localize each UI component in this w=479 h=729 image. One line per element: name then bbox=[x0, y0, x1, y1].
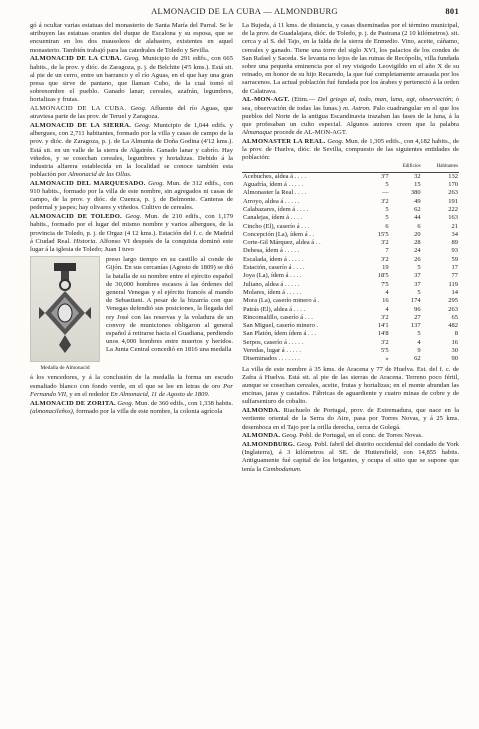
entry-headword: ALMONASTER LA REAL. bbox=[242, 137, 326, 145]
entry-al-mon-agt: AL-MON-AGT. (Etim.— Del griego al, todo, man, luna, agt, observación; ó sea, observación de todas las lunas.) m. Astron. Palo cuadrangular en el que los pueblos del Norte de la antigua Escandinavia trazaban las fases de la luna, á la que profesaban un culto especial. Algunos autores creen que la palabra Almanaque procede de AL-MON-AGT. bbox=[242, 96, 459, 137]
table-cell-place: Escalada, ídem á . . . . . bbox=[243, 255, 304, 263]
table-cell-value: 4 bbox=[385, 288, 389, 296]
entry-headword: ALMONACID DE LA CUBA. bbox=[30, 105, 127, 113]
table-cell-value: 119 bbox=[448, 280, 458, 288]
table-cell-value: 3'2 bbox=[380, 197, 389, 205]
table-cell-place: Mora (La), caserío minero á . bbox=[243, 297, 320, 305]
table-cell-value: 5 bbox=[385, 181, 389, 189]
paragraph: La villa de este nombre á 35 kms. de Aracena y 77 de Huelva. Est. del f. c. de Zafra á Huelva. Está sit. al pie de las sierras de Aracena. Terreno poco fértil, aunque se cosechan cereales, aceite, frutas y hortalizas; en el monte abundan las encinas, jaras y castaños. Fábricas de aguardiente y cuatro minas de cobre y de sulfarseniuro de cobalto. bbox=[242, 365, 459, 406]
table-cell-place: Aguafría, ídem á . . . . . bbox=[243, 181, 304, 189]
entry-headword: ALMONACID DE LA SIERRA. bbox=[30, 121, 132, 129]
table-row bbox=[242, 264, 459, 272]
table-cell-value: 3'7 bbox=[380, 172, 389, 180]
table-cell-value: 18'5 bbox=[377, 272, 389, 280]
table-cell-value: 37 bbox=[414, 280, 421, 288]
table-row bbox=[242, 297, 459, 305]
table-cell-value: 4 bbox=[385, 305, 389, 313]
table-cell-value: 62 bbox=[414, 355, 421, 363]
medal-caption: Medalla de Almonacid bbox=[40, 365, 90, 372]
paragraph: La Bujeda, á 11 kms. de distancia, y casas diseminadas por el término municipal, de la prov. de Guadalajara, dióc. de Toledo, p. j. de Pastrana (2 10 kilómetros). sit. cerca y al S. del Tajo, en la falda de la sierra de Enmedio. Vino, aceite, cáñamo, cereales y ganado. Tiene una torre del siglo XVI, los palacios de los condes de San Rafael y Saceda. Se levanta no lejos de las ruinas de Recópolis, villa fundada sobre una pequeña eminencia por el rey visigodo Leovigildo en el año X de su reinado, en honor de su hijo Recaredo, la que fué completamente arrasada por los sarracenos. La actual población fué fundada por los árabes y perteneció á la orden de Calatrava. bbox=[242, 22, 459, 95]
table-cell-value: 3'2 bbox=[380, 338, 389, 346]
table-cell-value: 89 bbox=[451, 239, 458, 247]
entry-almonacid-de-toledo: ALMONACID DE TOLEDO. Geog. Mun. de 210 edifs., con 1,179 habits., formado por el lugar del mismo nombre y varios albergues, de la provincia de Toledo, p. j. de Orgaz (4 12 kms.). Estación del f. c. de Madrid á Ciudad Real. Historia. Alfonso VI después de la conquista dominó este lugar á la iglesia de Toledo; Juan I tuvo bbox=[30, 213, 233, 253]
table-header bbox=[369, 163, 390, 172]
table-cell-value: 3'2 bbox=[380, 313, 389, 321]
table-cell-value: 16 bbox=[451, 338, 458, 346]
table-cell-value: 96 bbox=[414, 305, 421, 313]
table-cell-value: 5 bbox=[385, 205, 389, 213]
table-cell-value: 14 bbox=[451, 288, 458, 296]
table-cell-place: Concepción (La), ídem á . . bbox=[243, 230, 315, 238]
table-cell-value: 8 bbox=[454, 330, 458, 338]
table-cell-value: 59 bbox=[451, 255, 458, 263]
table-cell-value: 5 bbox=[385, 214, 389, 222]
table-cell-place: Calabazares, ídem á . . . . bbox=[243, 205, 309, 213]
table-cell-value: 9 bbox=[417, 346, 421, 354]
table-row bbox=[242, 289, 459, 297]
table-cell-value: 5 bbox=[417, 264, 421, 272]
table-cell-value: 7'5 bbox=[380, 280, 389, 288]
table-row bbox=[242, 339, 459, 347]
table-cell-value: 14'1 bbox=[377, 322, 389, 330]
entry-almonaster-la-real: ALMONASTER LA REAL. Geog. Mun. de 1,305 edifs., con 4,182 habits., de la prov. de Huelva, dióc. de Sevilla, compuesto de las siguientes entidades de población: bbox=[242, 137, 460, 162]
table-cell-value: 170 bbox=[448, 181, 458, 189]
table-cell-value: 263 bbox=[448, 305, 458, 313]
table-header bbox=[242, 163, 369, 172]
table-row bbox=[242, 189, 459, 197]
table-cell-value: 137 bbox=[410, 322, 421, 330]
paragraph: á los vencedores, y á la conclusión de la medalla la forma un escudo esmaltado blanco con fondo verde, en el que se lee en letras de oro Por Fernando VII, y en el rededor En Almonacid, 11 de Agosto de 1809. bbox=[30, 374, 233, 398]
table-cell-place: Corte-Gil Márquez, aldea á . . bbox=[243, 239, 321, 247]
table-row bbox=[242, 256, 459, 264]
entry-headword: ALMONACID DE TOLEDO. bbox=[30, 213, 122, 221]
entry-almonacid-de-la-cuba-river: ALMONACID DE LA CUBA. Geog. Afluente del río Aguas, que atraviesa parte de las prov. de Teruel y Zaragoza. bbox=[30, 105, 233, 121]
table-cell-value: 65 bbox=[451, 313, 458, 321]
table-cell-value: 93 bbox=[451, 247, 458, 255]
table-cell-place: San Miguel, caserío minero . bbox=[243, 322, 319, 330]
entry-almonacid-de-la-cuba: ALMONACID DE LA CUBA. Geog. Municipio de 291 edifs., con 665 habits., de la prov. y dióc. de Zaragoza, p. j. de Belchite (4'5 kms.). Está sit. al pie de un cerro, entre un barranco y el río Aguas, en el que hay una gran presa que sirve de pantano, que llaman Cubo, de la cual tomó el sobrenombre el pueblo. Ganado lanar; cereales, azafrán, legumbres, hortalizas y frutas. bbox=[30, 55, 234, 104]
table-cell-place: Estación, caserío á . . . . bbox=[243, 264, 305, 272]
table-body bbox=[242, 172, 459, 363]
table-cell-place: Acebuches, aldea á . . . . bbox=[243, 172, 306, 180]
table-header: Edificios bbox=[390, 163, 422, 172]
table-cell-place: Diseminados . . . . . . . bbox=[243, 355, 300, 363]
table-cell-value: 77 bbox=[451, 272, 458, 280]
entry-headword: AL-MON-AGT. bbox=[242, 96, 290, 104]
table-cell-value: — bbox=[382, 189, 389, 197]
table-cell-value: 174 bbox=[410, 297, 421, 305]
table-cell-value: 6 bbox=[417, 222, 421, 230]
table-cell-place: Canalejas, ídem á . . . . bbox=[243, 214, 303, 222]
table-cell-value: 26 bbox=[414, 255, 421, 263]
right-column bbox=[242, 22, 459, 474]
table-cell-value: 6 bbox=[385, 222, 389, 230]
table-row bbox=[242, 231, 459, 239]
table-cell-place: Juliano, aldea á . . . . . bbox=[243, 280, 300, 288]
medal-side-text: preso largo tiempo en su castillo al conde de Gijón. En sus cercanías (Agosto de 1809) se dió la batalla de su nombre entre el ejército español de 30,000 hombres escasos á las órdenes del general Venegas y el ejército francés al mando de Sebastiani. A pesar de la bizarría con que Venegas defendió sus posiciones, la llegada del rey José con las reservas y la voladura de un convoy de municiones obligaron al general español á retirarse hacia el Guadiana, perdiendo unos 4,000 hombres entre muertos y heridos. La Junta Central concedió en 1816 una medalla bbox=[106, 256, 233, 354]
table-cell-value: 17 bbox=[451, 264, 458, 272]
table-cell-value: 44 bbox=[414, 214, 421, 222]
table-cell-value: 37 bbox=[414, 272, 421, 280]
table-cell-value: 5 bbox=[417, 288, 421, 296]
left-column bbox=[30, 22, 233, 416]
table-cell-place: San Platón, ídem ídem á . . . bbox=[243, 330, 317, 338]
table-cell-value: 62 bbox=[414, 205, 421, 213]
table-cell-value: 28 bbox=[414, 239, 421, 247]
table-cell-value: 3'2 bbox=[380, 255, 389, 263]
entry-headword: ALMONACID DEL MARQUESADO. bbox=[30, 179, 146, 187]
table-cell-value: 14'8 bbox=[377, 330, 389, 338]
table-cell-place: Joya (La), ídem á . . . . bbox=[243, 272, 302, 280]
table-cell-value: 16 bbox=[382, 297, 389, 305]
table-cell-value: 163 bbox=[448, 214, 458, 222]
medal-image bbox=[30, 256, 100, 362]
table-row bbox=[242, 206, 459, 214]
table-cell-value: 4 bbox=[417, 338, 421, 346]
table-row bbox=[242, 198, 459, 206]
entry-headword: ALMONDA. bbox=[242, 407, 281, 415]
table-cell-place: Serpos, caserío á . . . . . bbox=[243, 338, 304, 346]
table-cell-value: 7 bbox=[385, 247, 389, 255]
table-cell-place: Patrás (El), aldea á . . . . bbox=[243, 305, 306, 313]
table-cell-place: Dehesa, ídem á . . . . . bbox=[243, 247, 300, 255]
table-row bbox=[242, 330, 459, 338]
table-cell-place: Arroyo, aldea á . . . . . bbox=[243, 197, 300, 205]
page-number: 801 bbox=[445, 6, 459, 16]
running-title: ALMONACID DE LA CUBA — ALMONDBURG bbox=[151, 6, 338, 16]
table-cell-value: 15 bbox=[414, 181, 421, 189]
entry-headword: ALMONACID DE ZORITA. bbox=[30, 399, 116, 407]
entry-almondburg: ALMONDBURG. Geog. Pobl. fabril del distrito occidental del condado de York (Inglaterra), á 3 kilómetros al SE. de Huttersfield, con 14,855 habits. Antiguamente fué capital de los brigantes, y ocupa el sitio que se supone que tenía la Cambodunum. bbox=[242, 440, 459, 473]
medal-icon bbox=[37, 261, 93, 357]
entry-almonda: ALMONDA. Geog. Pobl. de Portugal, en el conc. de Torres Novas. bbox=[242, 432, 423, 440]
entry-almonacid-de-zorita: ALMONACID DE ZORITA. Geog. Mun. de 360 edifs., con 1,338 habits. (almonacileños), formado por la villa de este nombre, la colonia agrícola bbox=[30, 399, 233, 415]
table-header-row bbox=[242, 163, 459, 172]
table-cell-place: Veredas, lugar á . . . . . bbox=[243, 346, 301, 354]
table-cell-value: » bbox=[385, 355, 389, 363]
table-row bbox=[242, 239, 459, 247]
medal-figure-block bbox=[30, 256, 233, 372]
paragraph: gó á ocultar varias estatuas del monasterio de Santa María del Parral. Se le atribuyen las estatuas orantes del duque de Escalona y su esposa, que se encuentran en los dos mausoleos de alabastro, existentes en aquel monasterio. También trabajó para las catedrales de Toledo y Sevilla. bbox=[30, 22, 233, 54]
table-cell-value: 24 bbox=[414, 247, 421, 255]
table-cell-value: 482 bbox=[448, 322, 458, 330]
table-row bbox=[242, 172, 459, 181]
table-cell-value: 90 bbox=[451, 355, 458, 363]
table-cell-value: 32 bbox=[414, 172, 421, 180]
table-cell-place: Molares, ídem á . . . . . bbox=[243, 288, 302, 296]
table-cell-value: 27 bbox=[414, 313, 421, 321]
entry-headword: ALMONACID DE LA CUBA. bbox=[30, 55, 122, 63]
table-cell-value: 5'5 bbox=[380, 346, 389, 354]
table-row bbox=[242, 214, 459, 222]
table-cell-value: 15'5 bbox=[377, 230, 389, 238]
medal-figure bbox=[30, 256, 100, 372]
table-row bbox=[242, 347, 459, 355]
table-header: Habitantes bbox=[422, 163, 459, 172]
running-header bbox=[30, 6, 459, 18]
population-table bbox=[242, 163, 459, 363]
table-cell-value: 49 bbox=[414, 197, 421, 205]
entry-almonacid-de-la-sierra: ALMONACID DE LA SIERRA. Geog. Municipio de 1,044 edifs. y albergues, con 2,711 habitantes, formado por la villa y casas de campo de la prov. y dióc. de Zaragoza, p. j. de La Almunia de Doña Godina (4'12 kms.). Está sit. en un valle de la sierra de Algairén. Ganado lanar y cabrío. Hay viñedos, y se cosechan cereales, legumbres y hortalizas. Debido á la industria alfarera establecida en la localidad se conoce también esta población por Almonacid de las Ollas. bbox=[30, 121, 233, 179]
table-cell-value: 19 bbox=[382, 264, 389, 272]
table-row bbox=[242, 272, 459, 280]
table-row bbox=[242, 322, 459, 330]
table-row bbox=[242, 355, 459, 363]
table-row bbox=[242, 247, 459, 255]
entry-headword: ALMONDA. bbox=[242, 432, 281, 440]
table-cell-value: 21 bbox=[451, 222, 458, 230]
entry-almonacid-del-marquesado: ALMONACID DEL MARQUESADO. Geog. Mun. de 312 edifs., con 910 habits., formado por la villa de este nombre, sin agregados ni casas de campo, de la prov. y dióc. de Cuenca, p. j. de Belmonte. Canteras de pedernal y jaspes; hay olivares y viñedos. Cultivo de cereales. bbox=[30, 179, 233, 212]
table-cell-value: 263 bbox=[448, 189, 458, 197]
table-row bbox=[242, 306, 459, 314]
table-cell-value: 20 bbox=[414, 230, 421, 238]
table-cell-value: 380 bbox=[410, 189, 421, 197]
table-cell-value: 34 bbox=[451, 230, 458, 238]
table-cell-value: 5 bbox=[417, 330, 421, 338]
table-row bbox=[242, 181, 459, 189]
table-row bbox=[242, 223, 459, 231]
table-row bbox=[242, 314, 459, 322]
table-cell-value: 191 bbox=[448, 197, 458, 205]
table-cell-value: 132 bbox=[448, 172, 458, 180]
table-cell-place: Cincho (El), caserío á . . . bbox=[243, 222, 310, 230]
table-cell-place: Almonaster la Real . . . . bbox=[243, 189, 307, 197]
table-cell-value: 30 bbox=[451, 346, 458, 354]
table-cell-value: 3'2 bbox=[380, 239, 389, 247]
table-cell-place: Rincomalillo, caserío á . . . bbox=[243, 313, 313, 321]
entry-almonda-river: ALMONDA. Riachuelo de Portugal, prov. de Extremadura, que nace en la vertiente oriental de la Serra do Aire, pasa por Torres Novas, y á 25 kms. desemboca en el Tajo por la orilla derecha, cerca de Golegá. bbox=[242, 407, 459, 431]
table-row bbox=[242, 281, 459, 289]
table-cell-value: 222 bbox=[448, 205, 458, 213]
table-cell-value: 295 bbox=[448, 297, 458, 305]
entry-headword: ALMONDBURG. bbox=[242, 440, 295, 448]
